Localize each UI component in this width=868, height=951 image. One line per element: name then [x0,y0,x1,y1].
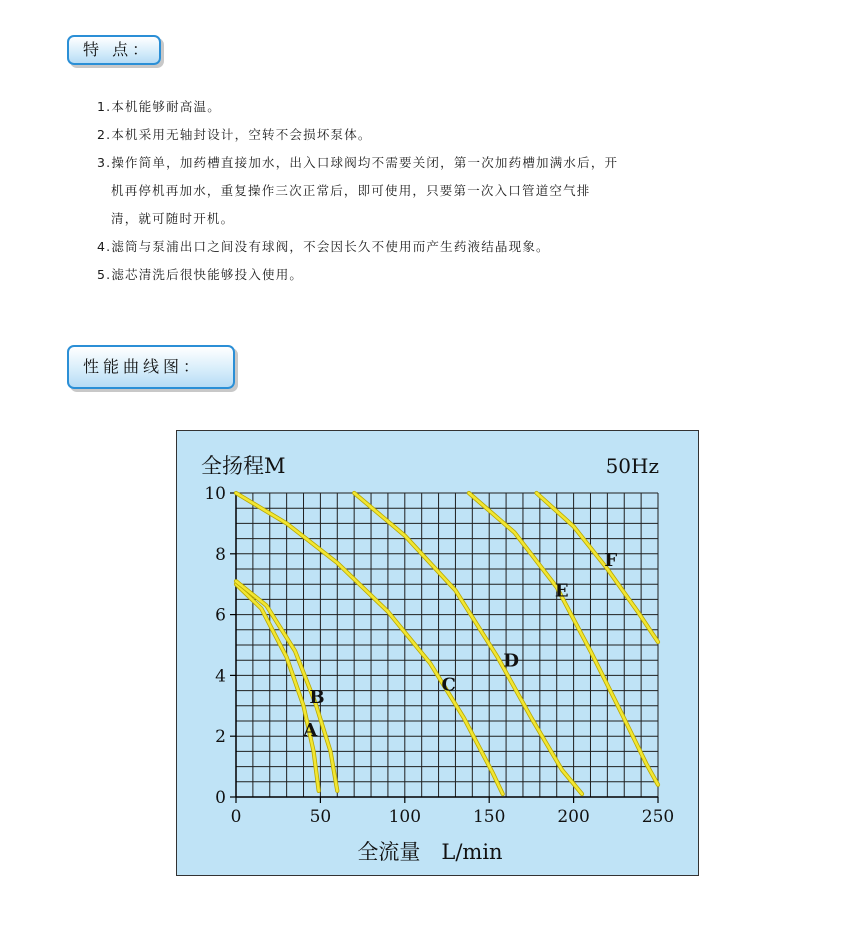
grid [236,493,658,797]
curve-e [469,493,658,785]
features-title-tag [67,35,161,65]
x-tick-label: 50 [309,807,332,827]
chart-svg [177,431,698,875]
curve-f [537,493,659,642]
frequency-label: 50Hz [605,454,659,478]
feature-line-5: 5.滤芯清洗后很快能够投入使用。 [97,267,304,282]
feature-line-3: 3.操作简单，加药槽直接加水，出入口球阀均不需要关闭，第一次加药槽加满水后，开 [97,155,619,170]
feature-line-3-cont: 机再停机再加水，重复操作三次正常后，即可使用，只要第一次入口管道空气排 [111,183,591,198]
feature-line-4: 4.滤筒与泵浦出口之间没有球阀，不会因长久不使用而产生药液结晶现象。 [97,239,550,254]
features-list [97,93,618,289]
curve-e-edge [469,493,658,785]
y-tick-label: 10 [204,484,226,504]
x-tick-label: 200 [557,807,590,827]
curve-label-c: C [441,674,456,696]
y-tick-label: 4 [215,666,226,687]
feature-line-2: 2.本机采用无轴封设计，空转不会损坏泵体。 [97,127,372,142]
curves-title: 性能曲线图： [83,357,204,376]
curve-a-edge [236,584,319,791]
feature-line-1: 1.本机能够耐高温。 [97,99,221,114]
x-axis-label: 全流量 L/min [357,840,503,864]
curve-label-a: A [303,720,318,742]
curve-f-edge [537,493,659,642]
curve-label-b: B [309,686,325,708]
feature-line-3-end: 清，就可随时开机。 [111,211,235,226]
curve-a [236,584,319,791]
chart-title: 全扬程M [201,454,286,478]
y-tick-label: 2 [215,727,226,748]
x-tick-label: 150 [472,807,506,827]
y-tick-label: 8 [215,544,226,565]
axes [204,484,674,827]
curves-title-tag [67,345,235,389]
x-tick-label: 0 [230,807,242,827]
curve-label-f: F [604,549,618,571]
performance-chart [176,430,699,876]
features-title: 特 点： [83,40,153,59]
y-tick-label: 6 [215,605,226,626]
x-tick-label: 100 [388,807,422,827]
curve-label-e: E [554,580,569,602]
x-tick-label: 250 [641,807,675,827]
curve-label-d: D [503,650,519,672]
y-tick-label: 0 [215,788,226,808]
